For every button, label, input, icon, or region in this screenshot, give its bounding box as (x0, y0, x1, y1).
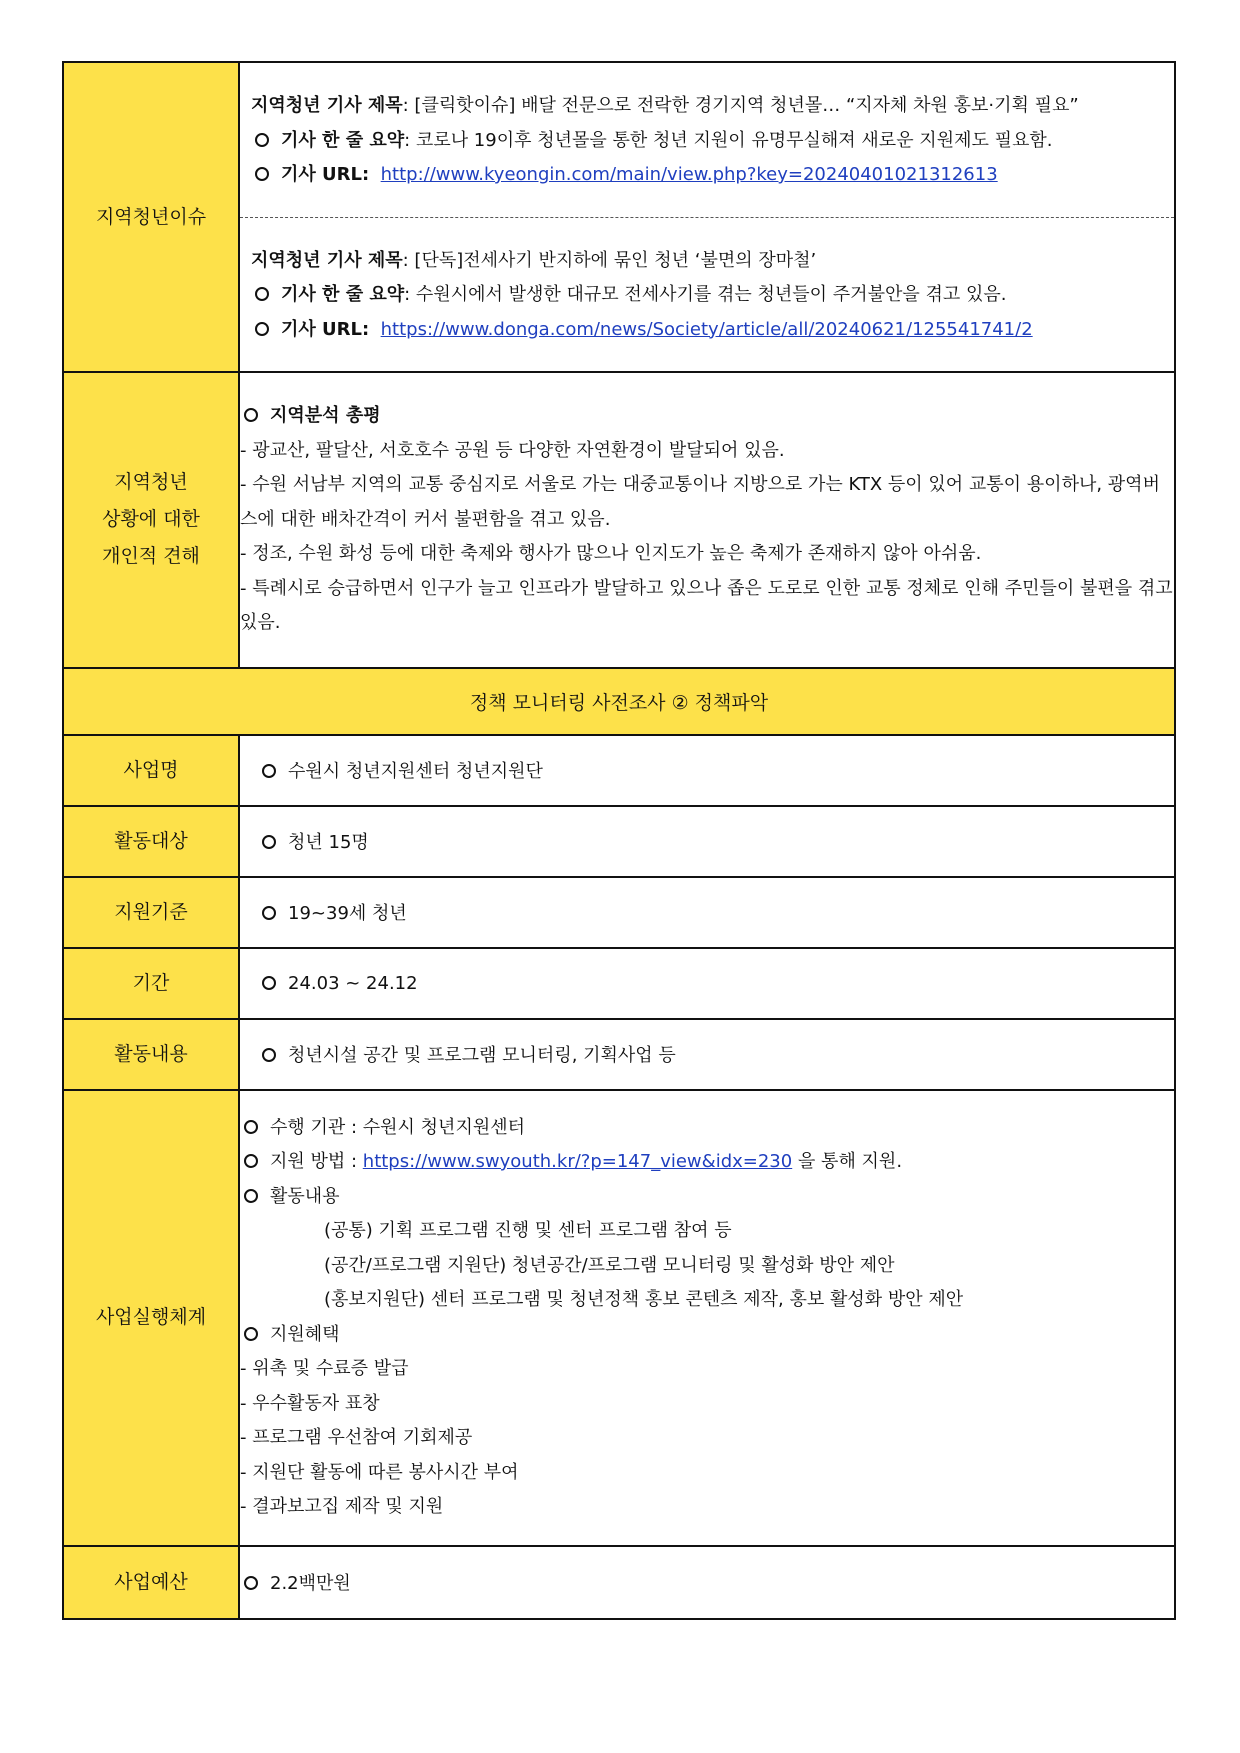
row-label: 활동대상 (63, 806, 239, 877)
execution-method-link[interactable]: https://www.swyouth.kr/?p=147_view&idx=230 (362, 1151, 793, 1172)
execution-activity-item: (공통) 기획 프로그램 진행 및 센터 프로그램 참여 등 (324, 1220, 732, 1241)
circle-bullet-icon (244, 1327, 258, 1341)
opinion-item: - 특례시로 승급하면서 인구가 늘고 인프라가 발달하고 있으나 좁은 도로로 인한 교통 정체로 인해 주민들이 불편을 겪고 있음. (240, 577, 1173, 633)
circle-bullet-icon (255, 167, 269, 181)
execution-content (239, 1090, 1175, 1546)
circle-bullet-icon (255, 133, 269, 147)
row-label: 활동내용 (63, 1019, 239, 1090)
period-row (63, 948, 1175, 1019)
article-1-url-link[interactable]: http://www.kyeongin.com/main/view.php?key=20240401021312613 (380, 164, 998, 185)
execution-agency: 수행 기관 : 수원시 청년지원센터 (240, 1111, 1174, 1146)
execution-benefit-item: - 지원단 활동에 따른 봉사시간 부여 (240, 1461, 519, 1483)
execution-activity-item: (공간/프로그램 지원단) 청년공간/프로그램 모니터링 및 활성화 방안 제안 (324, 1254, 895, 1276)
section-row (63, 668, 1175, 735)
budget-value-cell (239, 1546, 1175, 1619)
business-name-row (63, 735, 1175, 806)
opinion-row (63, 372, 1175, 668)
circle-bullet-icon (244, 408, 258, 422)
budget-value: 2.2백만원 (270, 1573, 351, 1594)
opinion-item: - 수원 서남부 지역의 교통 중심지로 서울로 가는 대중교통이나 지방으로 가는 KTX 등이 있어 교통이 용이하나, 광역버스에 대한 배차간격이 커서 불편함을 겪고 있음. (240, 474, 1160, 530)
circle-bullet-icon (244, 1576, 258, 1590)
opinion-content (239, 372, 1175, 668)
execution-activity-heading: 활동내용 (240, 1180, 1174, 1215)
budget-row (63, 1546, 1175, 1619)
execution-row (63, 1090, 1175, 1546)
execution-benefit-item: - 위촉 및 수료증 발급 (240, 1358, 409, 1379)
article-1-summary: 기사 한 줄 요약: 코로나 19이후 청년몰을 통한 청년 지원이 유명무실해져 새로운 지원제도 필요함. (251, 124, 1174, 159)
article-2-summary: 기사 한 줄 요약: 수원시에서 발생한 대규모 전세사기를 겪는 청년들이 주거불안을 겪고 있음. (251, 278, 1174, 313)
circle-bullet-icon (244, 1120, 258, 1134)
row-label: 기간 (63, 948, 239, 1019)
budget-label: 사업예산 (63, 1546, 239, 1619)
opinion-heading: 지역분석 총평 (240, 399, 1174, 434)
row-value: 19~39세 청년 (239, 877, 1175, 948)
article-1-title: 지역청년 기사 제목: [클릭핫이슈] 배달 전문으로 전락한 경기지역 청년몰… “지자체 차원 홍보·기획 필요” (251, 95, 1079, 116)
regional-issue-content (239, 62, 1175, 372)
circle-bullet-icon (244, 1154, 258, 1168)
circle-bullet-icon (255, 322, 269, 336)
execution-label: 사업실행체계 (63, 1090, 239, 1546)
target-row (63, 806, 1175, 877)
circle-bullet-icon (262, 906, 276, 920)
execution-benefit-item: - 우수활동자 표창 (240, 1392, 380, 1414)
row-value: 24.03 ~ 24.12 (239, 948, 1175, 1019)
regional-issue-row (63, 62, 1175, 372)
row-value: 청년시설 공간 및 프로그램 모니터링, 기획사업 등 (239, 1019, 1175, 1090)
regional-issue-label: 지역청년이슈 (63, 62, 239, 372)
execution-benefit-heading: 지원혜택 (240, 1318, 1174, 1353)
circle-bullet-icon (262, 1048, 276, 1062)
article-1 (240, 63, 1174, 217)
opinion-item: - 광교산, 팔달산, 서호호수 공원 등 다양한 자연환경이 발달되어 있음. (240, 439, 785, 461)
section-title: 정책 모니터링 사전조사 ② 정책파악 (63, 668, 1175, 735)
execution-activity-item: (홍보지원단) 센터 프로그램 및 청년정책 홍보 콘텐츠 제작, 홍보 활성화 방안 제안 (324, 1289, 964, 1310)
row-value: 수원시 청년지원센터 청년지원단 (239, 735, 1175, 806)
circle-bullet-icon (262, 976, 276, 990)
execution-method: 지원 방법 : https://www.swyouth.kr/?p=147_view&idx=230 을 통해 지원. (240, 1145, 1174, 1180)
article-2-url-link[interactable]: https://www.donga.com/news/Society/article/all/20240621/125541741/2 (380, 318, 1033, 340)
opinion-label: 지역청년 상황에 대한 개인적 견해 (63, 372, 239, 668)
circle-bullet-icon (244, 1189, 258, 1203)
policy-table (62, 61, 1176, 1620)
article-2-url: 기사 URL: https://www.donga.com/news/Society/article/all/20240621/125541741/2 (251, 313, 1174, 348)
circle-bullet-icon (255, 287, 269, 301)
row-value: 청년 15명 (239, 806, 1175, 877)
activity-row (63, 1019, 1175, 1090)
row-label: 지원기준 (63, 877, 239, 948)
row-label: 사업명 (63, 735, 239, 806)
opinion-item: - 정조, 수원 화성 등에 대한 축제와 행사가 많으나 인지도가 높은 축제가 존재하지 않아 아쉬움. (240, 543, 982, 564)
article-2-title: 지역청년 기사 제목: [단독]전세사기 반지하에 묶인 청년 ‘불면의 장마철’ (251, 249, 817, 271)
article-1-url: 기사 URL: http://www.kyeongin.com/main/view.php?key=20240401021312613 (251, 158, 1174, 193)
circle-bullet-icon (262, 764, 276, 778)
execution-benefit-item: - 프로그램 우선참여 기회제공 (240, 1427, 473, 1448)
circle-bullet-icon (262, 835, 276, 849)
article-2 (240, 217, 1174, 372)
document-page (62, 61, 1176, 1620)
criteria-row (63, 877, 1175, 948)
execution-benefit-item: - 결과보고집 제작 및 지원 (240, 1496, 444, 1517)
